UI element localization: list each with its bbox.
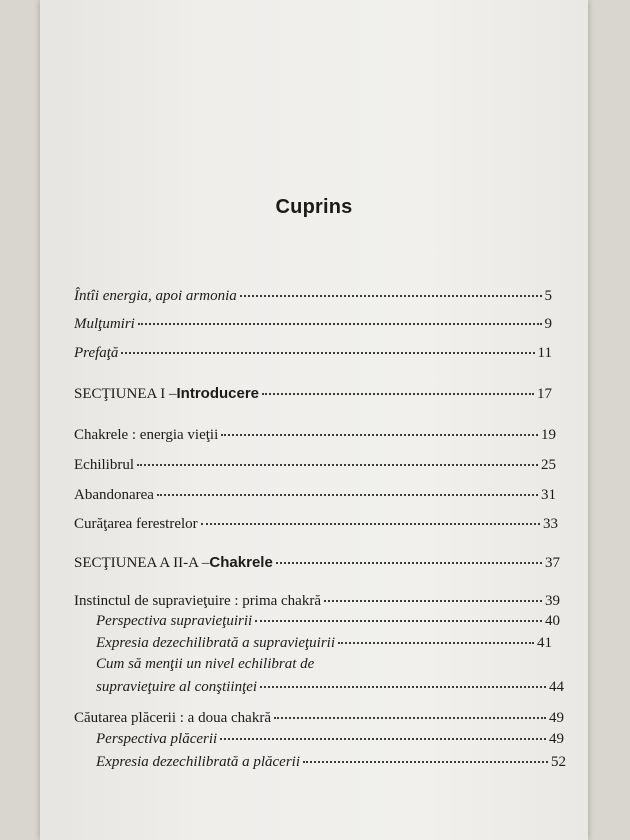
toc-entry-page: 41 xyxy=(537,635,552,651)
toc-subentry xyxy=(96,612,560,630)
toc-entry-page: 25 xyxy=(541,457,556,473)
toc-section-heading xyxy=(74,385,552,403)
toc-entry-page: 44 xyxy=(549,679,564,695)
toc-entry-label: Perspectiva supravieţuirii xyxy=(96,613,253,629)
toc-entry xyxy=(74,592,560,610)
dot-leader xyxy=(276,562,542,564)
page-title: Cuprins xyxy=(275,196,353,218)
toc-entry xyxy=(74,709,564,727)
section-name: Chakrele xyxy=(209,554,273,571)
toc-subentry-line1: Cum să menţii un nivel echilibrat de xyxy=(96,656,315,672)
toc-section-heading xyxy=(74,554,560,572)
toc-entry-label: Abandonarea xyxy=(74,487,154,503)
dot-leader xyxy=(221,434,538,436)
toc-entry-page: 9 xyxy=(544,316,552,332)
toc-entry-label: Expresia dezechilibrată a plăcerii xyxy=(96,754,300,770)
dot-leader xyxy=(201,523,540,525)
toc-entry xyxy=(74,486,556,504)
toc-subentry xyxy=(96,634,552,652)
toc-entry-page: 49 xyxy=(549,731,564,747)
toc-entry xyxy=(74,515,558,533)
dot-leader xyxy=(220,738,546,740)
toc-subentry xyxy=(96,753,566,771)
dot-leader xyxy=(260,686,546,688)
dot-leader xyxy=(157,494,538,496)
toc-entry-label: Expresia dezechilibrată a supravieţuirii xyxy=(96,635,335,651)
dot-leader xyxy=(240,295,542,297)
toc-entry-page: 40 xyxy=(545,613,560,629)
toc-entry xyxy=(74,315,552,333)
toc-subentry xyxy=(96,730,564,748)
dot-leader xyxy=(274,717,546,719)
dot-leader xyxy=(255,620,542,622)
dot-leader xyxy=(338,642,534,644)
section-prefix: SECŢIUNEA I – xyxy=(74,386,177,402)
toc-entry-page: 52 xyxy=(551,754,566,770)
toc-entry xyxy=(74,426,556,444)
toc-entry-label: Echilibrul xyxy=(74,457,134,473)
dot-leader xyxy=(303,761,548,763)
dot-leader xyxy=(121,352,534,354)
toc-entry-page: 11 xyxy=(537,345,552,361)
toc-entry-page: 37 xyxy=(545,555,560,571)
toc-entry-page: 39 xyxy=(545,593,560,609)
toc-entry-label: Mulţumiri xyxy=(74,316,135,332)
section-name: Introducere xyxy=(176,385,260,402)
toc-entry-page: 17 xyxy=(537,386,552,402)
dot-leader xyxy=(262,393,534,395)
toc-entry-page: 19 xyxy=(541,427,556,443)
toc-entry-label: supravieţuire al conştiinţei xyxy=(96,679,258,695)
toc-entry-page: 49 xyxy=(549,710,564,726)
section-prefix: SECŢIUNEA A II-A – xyxy=(74,555,210,571)
toc-entry-page: 33 xyxy=(543,516,558,532)
toc-entry xyxy=(74,456,556,474)
toc-entry-label: Perspectiva plăcerii xyxy=(96,731,218,747)
toc-entry xyxy=(74,287,552,305)
dot-leader xyxy=(324,600,542,602)
dot-leader xyxy=(138,323,542,325)
toc-entry-label: Instinctul de supravieţuire : prima chakră xyxy=(74,593,321,609)
toc-subentry xyxy=(96,678,564,696)
dot-leader xyxy=(137,464,538,466)
toc-entry-label: Chakrele : energia vieţii xyxy=(74,427,219,443)
toc-entry-page: 31 xyxy=(541,487,556,503)
toc-entry-label: Prefaţă xyxy=(74,345,119,361)
toc-entry-label: Curăţarea ferestrelor xyxy=(74,516,198,532)
toc-entry-label: Căutarea plăcerii : a doua chakră xyxy=(74,710,271,726)
toc-entry-label: Întîi energia, apoi armonia xyxy=(74,288,237,304)
book-page xyxy=(40,0,588,840)
toc-entry-page: 5 xyxy=(544,288,552,304)
toc-entry xyxy=(74,344,552,362)
